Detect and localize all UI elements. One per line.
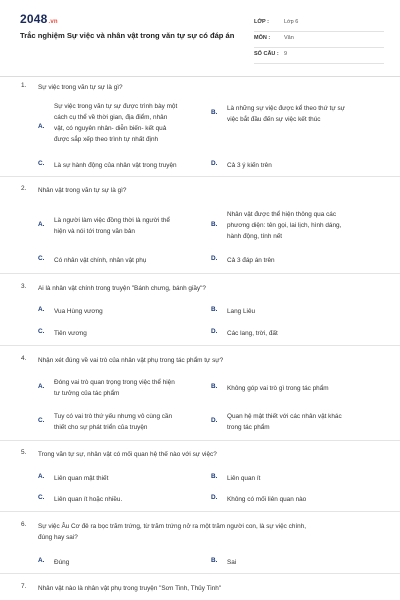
option-line: Vua Hùng vương	[54, 308, 103, 315]
option-line: vật, có nguyên nhân- diễn biến- kết quả	[54, 125, 167, 132]
meta-label: LỚP :	[254, 19, 269, 25]
option-letter: B.	[211, 109, 218, 116]
site-logo[interactable]	[20, 12, 58, 26]
option-text	[54, 306, 214, 317]
option-line: việc bắt đầu đến sự việc kết thúc	[227, 116, 321, 123]
option-letter: C.	[38, 255, 45, 262]
option-line: Quan hệ mật thiết với các nhân vật khác	[227, 413, 342, 420]
option-text	[54, 411, 219, 433]
question-line: Sự việc Âu Cơ đẻ ra bọc trăm trứng, từ trăm trứng nở ra một trăm người con, là sự việc chính,	[38, 523, 307, 530]
option-line: cách cụ thể về thời gian, địa điểm, nhân	[54, 114, 168, 121]
option-line: Không góp vai trò gì trong tác phẩm	[227, 385, 329, 392]
option-text	[54, 328, 214, 339]
meta-value: Lớp 6	[284, 19, 299, 25]
option-letter: C.	[38, 417, 45, 424]
question-number: 2.	[21, 185, 27, 192]
option-letter: B.	[211, 557, 218, 564]
question-number: 6.	[21, 521, 27, 528]
option-letter: A.	[38, 306, 45, 313]
meta-info	[254, 16, 384, 64]
question-divider	[0, 273, 400, 274]
meta-value: 9	[284, 51, 288, 57]
meta-row-grade	[254, 16, 384, 32]
question-divider	[0, 573, 400, 574]
option-line: Không có mối liên quan nào	[227, 496, 307, 503]
option-line: Liên quan ít	[227, 475, 261, 482]
option-text	[227, 411, 387, 433]
option-letter: A.	[38, 473, 45, 480]
question-number: 7.	[21, 583, 27, 590]
meta-row-subject	[254, 32, 384, 48]
question-divider	[0, 511, 400, 512]
option-text	[54, 377, 219, 399]
question-number: 3.	[21, 283, 27, 290]
question-line: đúng hay sai?	[38, 534, 78, 541]
option-letter: A.	[38, 557, 45, 564]
logo-suffix: .vn	[48, 19, 58, 25]
option-letter: C.	[38, 328, 45, 335]
option-letter: A.	[38, 383, 45, 390]
option-text	[227, 306, 387, 317]
option-line: Cả 3 đáp án trên	[227, 257, 275, 264]
option-letter: D.	[211, 417, 218, 424]
option-letter: D.	[211, 328, 218, 335]
option-line: Tiên vương	[54, 330, 87, 337]
option-line: Sai	[227, 559, 237, 566]
option-letter: B.	[211, 473, 218, 480]
option-text	[227, 473, 387, 484]
page-title: Trắc nghiệm Sự việc và nhân vật trong văn tự sự có đáp án	[20, 31, 235, 40]
option-text	[54, 557, 214, 568]
option-letter: A.	[38, 221, 45, 228]
option-letter: D.	[211, 494, 218, 501]
option-letter: C.	[38, 494, 45, 501]
option-line: Liên quan mật thiết	[54, 475, 109, 482]
option-line: hiện và nói tới trong văn bản	[54, 228, 135, 235]
question-number: 5.	[21, 449, 27, 456]
question-divider	[0, 440, 400, 441]
page-header	[0, 0, 400, 70]
option-text	[227, 103, 387, 125]
option-text	[227, 557, 387, 568]
option-text	[54, 255, 214, 266]
meta-label: MÔN :	[254, 35, 271, 41]
option-text	[54, 101, 214, 145]
option-letter: C.	[38, 160, 45, 167]
option-line: hành động, tính nết	[227, 233, 283, 240]
option-text	[54, 160, 214, 171]
option-letter: A.	[38, 123, 45, 130]
option-letter: D.	[211, 160, 218, 167]
option-line: Tuy có vai trò thứ yếu nhưng vô cùng cần	[54, 413, 173, 420]
option-text	[227, 383, 387, 394]
meta-value: Văn	[284, 35, 294, 41]
option-line: Nhân vật được thể hiện thông qua các	[227, 211, 337, 218]
option-line: Là người làm việc đồng thời là người thể	[54, 217, 170, 224]
option-line: Đóng vai trò quan trọng trong việc thể hiện	[54, 379, 175, 386]
option-line: Liên quan ít hoặc nhiều.	[54, 496, 123, 503]
option-line: Sự việc trong văn tự sự được trình bày một	[54, 103, 178, 110]
option-line: Lang Liêu	[227, 308, 256, 315]
question-number: 4.	[21, 355, 27, 362]
question-text	[38, 521, 383, 543]
question-divider	[0, 176, 400, 177]
option-text	[227, 209, 392, 242]
option-text	[227, 494, 387, 505]
option-line: Các lang, trời, đất	[227, 330, 278, 337]
question-text: Trong văn tự sự, nhân vật có mối quan hệ thế nào với sự việc?	[38, 451, 217, 458]
option-line: được sắp xếp theo trình tự nhất định	[54, 136, 159, 143]
option-text	[54, 215, 214, 237]
meta-row-count	[254, 48, 384, 64]
option-line: Đúng	[54, 559, 70, 566]
question-text: Nhân vật nào là nhân vật phụ trong truyện "Sơn Tinh, Thủy Tinh"	[38, 585, 222, 592]
question-text: Sự việc trong văn tự sự là gì?	[38, 84, 123, 91]
option-line: trong tác phẩm	[227, 424, 270, 431]
meta-label: SỐ CÂU :	[254, 51, 279, 57]
question-text: Nhân vật trong văn tự sự là gì?	[38, 187, 127, 194]
option-text	[227, 328, 387, 339]
option-letter: D.	[211, 255, 218, 262]
option-letter: B.	[211, 221, 218, 228]
option-line: Là sự hành động của nhân vật trong truyện	[54, 162, 177, 169]
logo-main: 2048	[20, 12, 48, 26]
option-letter: B.	[211, 306, 218, 313]
option-line: phương diện: tên gọi, lai lịch, hình dáng,	[227, 222, 342, 229]
option-line: thiết cho sự phát triển của truyện	[54, 424, 148, 431]
option-text	[227, 160, 387, 171]
question-divider	[0, 345, 400, 346]
option-letter: B.	[211, 383, 218, 390]
question-text: Nhận xét đúng về vai trò của nhân vật phụ trong tác phẩm tự sự?	[38, 357, 224, 364]
question-number: 1.	[21, 82, 27, 89]
option-text	[54, 473, 214, 484]
option-text	[227, 255, 387, 266]
header-divider	[0, 76, 400, 77]
option-line: Có nhân vật chính, nhân vật phụ	[54, 257, 147, 264]
option-line: tư tưởng của tác phẩm	[54, 390, 120, 397]
option-text	[54, 494, 214, 505]
question-text: Ai là nhân vật chính trong truyện "Bánh chưng, bánh giầy"?	[38, 285, 206, 292]
option-line: Là những sự việc được kể theo thứ tự sự	[227, 105, 345, 112]
option-line: Cả 3 ý kiến trên	[227, 162, 272, 169]
